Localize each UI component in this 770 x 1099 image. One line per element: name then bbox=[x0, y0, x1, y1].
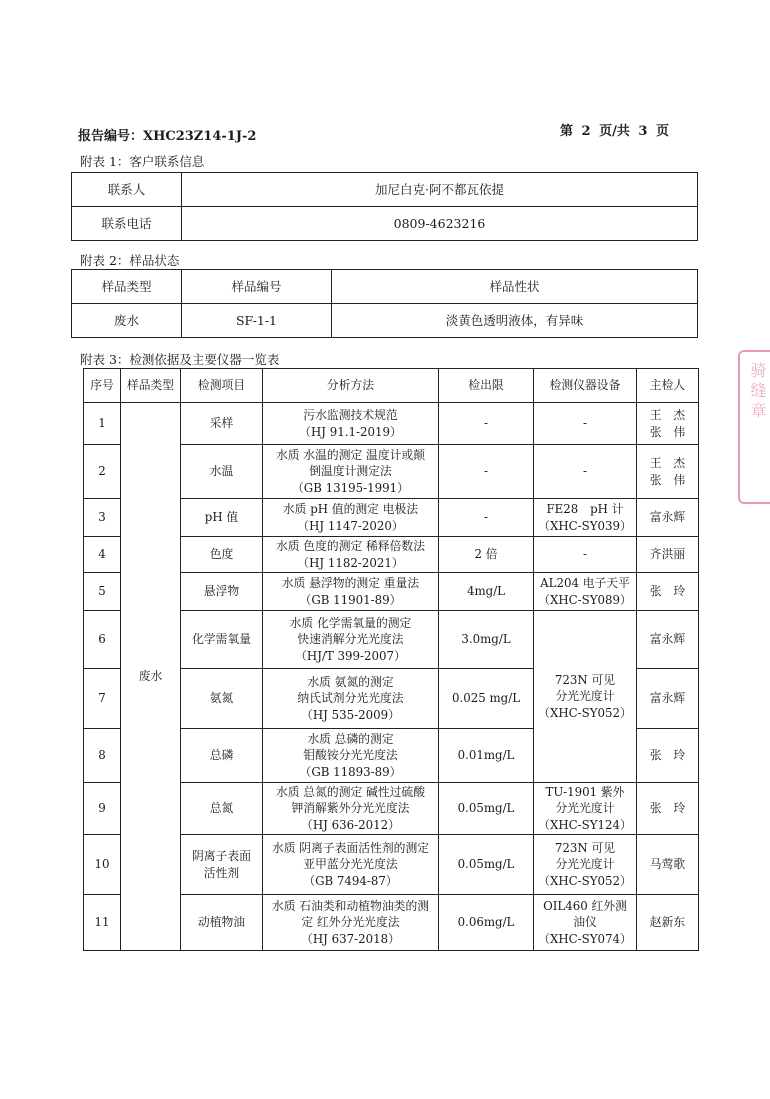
instrument: FE28 pH 计 （XHC-SY039） bbox=[534, 499, 637, 537]
inspector: 富永辉 bbox=[637, 499, 699, 537]
appendix2-caption: 附表 2：样品状态 bbox=[80, 253, 180, 268]
inspector: 富永辉 bbox=[637, 611, 699, 669]
inspector: 马莺歌 bbox=[637, 835, 699, 895]
row-number: 11 bbox=[84, 895, 121, 951]
header-cell: 分析方法 bbox=[263, 369, 439, 403]
row-number: 2 bbox=[84, 445, 121, 499]
table-cell: 淡黄色透明液体，有异味 bbox=[332, 304, 698, 338]
page-indicator: 第 2 页/共 3 页 bbox=[560, 124, 669, 139]
contact-table bbox=[71, 172, 698, 241]
instrument: - bbox=[534, 403, 637, 445]
methods-instruments-table bbox=[83, 368, 699, 951]
header-cell: 检测项目 bbox=[181, 369, 263, 403]
analysis-method: 水质 阴离子表面活性剂的测定 亚甲蓝分光光度法 （GB 7494-87） bbox=[263, 835, 439, 895]
instrument: AL204 电子天平 （XHC-SY089） bbox=[534, 573, 637, 611]
header-cell: 样品类型 bbox=[72, 270, 182, 304]
inspector: 张 玲 bbox=[637, 783, 699, 835]
analysis-method: 水质 化学需氧量的测定 快速消解分光光度法 （HJ/T 399-2007） bbox=[263, 611, 439, 669]
phone-label: 联系电话 bbox=[72, 207, 182, 241]
header-cell: 序号 bbox=[84, 369, 121, 403]
table-cell: 废水 bbox=[72, 304, 182, 338]
test-item: 总磷 bbox=[181, 729, 263, 783]
detection-limit: - bbox=[439, 499, 534, 537]
detection-limit: 0.05mg/L bbox=[439, 783, 534, 835]
sample-type-cell: 废水 bbox=[121, 403, 181, 951]
row-number: 9 bbox=[84, 783, 121, 835]
analysis-method: 水质 色度的测定 稀释倍数法 （HJ 1182-2021） bbox=[263, 537, 439, 573]
row-number: 6 bbox=[84, 611, 121, 669]
header-cell: 样品类型 bbox=[121, 369, 181, 403]
sample-status-table bbox=[71, 269, 698, 338]
analysis-method: 水质 氨氮的测定 纳氏试剂分光光度法 （HJ 535-2009） bbox=[263, 669, 439, 729]
inspector: 王 杰 张 伟 bbox=[637, 403, 699, 445]
detection-limit: 0.05mg/L bbox=[439, 835, 534, 895]
report-number: 报告编号：XHC23Z14-1J-2 bbox=[78, 129, 257, 144]
detection-limit: 0.01mg/L bbox=[439, 729, 534, 783]
table-cell: SF-1-1 bbox=[182, 304, 332, 338]
instrument: TU-1901 紫外 分光光度计 （XHC-SY124） bbox=[534, 783, 637, 835]
instrument: 723N 可见 分光光度计 （XHC-SY052） bbox=[534, 611, 637, 783]
analysis-method: 水质 水温的测定 温度计或颠 倒温度计测定法 （GB 13195-1991） bbox=[263, 445, 439, 499]
test-item: 悬浮物 bbox=[181, 573, 263, 611]
table-row bbox=[72, 304, 698, 338]
test-item: 总氮 bbox=[181, 783, 263, 835]
table-header-row bbox=[72, 270, 698, 304]
row-number: 7 bbox=[84, 669, 121, 729]
detection-limit: 0.025 mg/L bbox=[439, 669, 534, 729]
contact-value: 加尼白克·阿不都瓦依提 bbox=[182, 173, 698, 207]
header-cell: 样品性状 bbox=[332, 270, 698, 304]
row-number: 3 bbox=[84, 499, 121, 537]
test-item: 色度 bbox=[181, 537, 263, 573]
analysis-method: 水质 总磷的测定 钼酸铵分光光度法 （GB 11893-89） bbox=[263, 729, 439, 783]
detection-limit: 0.06mg/L bbox=[439, 895, 534, 951]
detection-limit: 4mg/L bbox=[439, 573, 534, 611]
appendix1-caption: 附表 1：客户联系信息 bbox=[80, 154, 205, 169]
table-header-row bbox=[84, 369, 699, 403]
inspector: 赵新东 bbox=[637, 895, 699, 951]
inspector: 王 杰 张 伟 bbox=[637, 445, 699, 499]
stamp-text: 骑缝章 bbox=[748, 362, 767, 422]
test-item: 采样 bbox=[181, 403, 263, 445]
analysis-method: 水质 总氮的测定 碱性过硫酸 钾消解紫外分光光度法 （HJ 636-2012） bbox=[263, 783, 439, 835]
instrument: OIL460 红外测 油仪 （XHC-SY074） bbox=[534, 895, 637, 951]
analysis-method: 水质 pH 值的测定 电极法 （HJ 1147-2020） bbox=[263, 499, 439, 537]
test-item: 动植物油 bbox=[181, 895, 263, 951]
instrument: - bbox=[534, 537, 637, 573]
seal-stamp bbox=[738, 350, 770, 504]
row-number: 8 bbox=[84, 729, 121, 783]
instrument: 723N 可见 分光光度计 （XHC-SY052） bbox=[534, 835, 637, 895]
test-item: pH 值 bbox=[181, 499, 263, 537]
table-row bbox=[72, 173, 698, 207]
test-item: 阴离子表面 活性剂 bbox=[181, 835, 263, 895]
detection-limit: - bbox=[439, 403, 534, 445]
analysis-method: 污水监测技术规范 （HJ 91.1-2019） bbox=[263, 403, 439, 445]
test-item: 氨氮 bbox=[181, 669, 263, 729]
row-number: 5 bbox=[84, 573, 121, 611]
contact-label: 联系人 bbox=[72, 173, 182, 207]
test-item: 水温 bbox=[181, 445, 263, 499]
table-row bbox=[84, 403, 699, 445]
header-cell: 检测仪器设备 bbox=[534, 369, 637, 403]
inspector: 富永辉 bbox=[637, 669, 699, 729]
header-cell: 主检人 bbox=[637, 369, 699, 403]
instrument: - bbox=[534, 445, 637, 499]
row-number: 10 bbox=[84, 835, 121, 895]
inspector: 张 玲 bbox=[637, 573, 699, 611]
appendix3-caption: 附表 3：检测依据及主要仪器一览表 bbox=[80, 352, 280, 367]
phone-value: 0809-4623216 bbox=[182, 207, 698, 241]
analysis-method: 水质 石油类和动植物油类的测 定 红外分光光度法 （HJ 637-2018） bbox=[263, 895, 439, 951]
inspector: 齐洪丽 bbox=[637, 537, 699, 573]
analysis-method: 水质 悬浮物的测定 重量法 （GB 11901-89） bbox=[263, 573, 439, 611]
table-row bbox=[72, 207, 698, 241]
row-number: 1 bbox=[84, 403, 121, 445]
header-cell: 样品编号 bbox=[182, 270, 332, 304]
header-cell: 检出限 bbox=[439, 369, 534, 403]
test-item: 化学需氧量 bbox=[181, 611, 263, 669]
detection-limit: 3.0mg/L bbox=[439, 611, 534, 669]
row-number: 4 bbox=[84, 537, 121, 573]
detection-limit: 2 倍 bbox=[439, 537, 534, 573]
inspector: 张 玲 bbox=[637, 729, 699, 783]
detection-limit: - bbox=[439, 445, 534, 499]
